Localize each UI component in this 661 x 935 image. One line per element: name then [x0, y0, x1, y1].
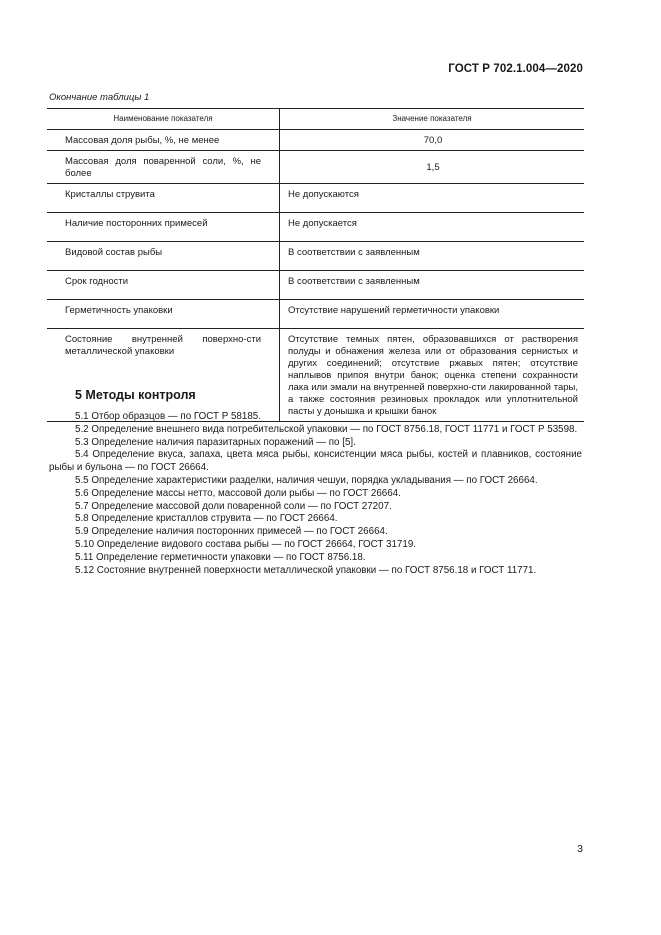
table-row: [47, 329, 584, 422]
indicator-name: Кристаллы струвита: [47, 184, 280, 213]
section-title: 5 Методы контроля: [75, 388, 196, 402]
table-header-row: [47, 109, 584, 130]
list-item: 5.1 Отбор образцов — по ГОСТ Р 58185.: [75, 411, 261, 422]
indicator-name: Массовая доля поваренной соли, %, не более: [47, 151, 280, 184]
column-header-value: Значение показателя: [280, 109, 585, 130]
list-item: 5.9 Определение наличия посторонних примесей — по ГОСТ 26664.: [75, 526, 388, 538]
indicator-value: В соответствии с заявленным: [280, 242, 585, 271]
indicator-value: Не допускаются: [280, 184, 585, 213]
indicators-table: [47, 108, 584, 422]
list-item: 5.7 Определение массовой доли поваренной соли — по ГОСТ 27207.: [75, 500, 392, 512]
indicator-name: Массовая доля рыбы, %, не менее: [47, 130, 280, 151]
list-item: 5.8 Определение кристаллов струвита — по ГОСТ 26664.: [75, 513, 338, 525]
table-row: [47, 213, 584, 242]
list-item: 5.12 Состояние внутренней поверхности металлической упаковки — по ГОСТ 8756.18 и ГОСТ 11771.: [75, 564, 537, 576]
indicator-value: Не допускается: [280, 213, 585, 242]
methods-list: [49, 411, 582, 577]
page-number: 3: [577, 843, 583, 855]
table-caption: Окончание таблицы 1: [49, 92, 150, 103]
indicator-name: Видовой состав рыбы: [47, 242, 280, 271]
indicator-name: Герметичность упаковки: [47, 300, 280, 329]
column-header-indicator: Наименование показателя: [47, 109, 280, 130]
list-item: 5.2 Определение внешнего вида потребительской упаковки — по ГОСТ 8756.18, ГОСТ 11771 и ГОСТ Р 53598.: [75, 423, 578, 435]
table-row: [47, 151, 584, 184]
table-row: [47, 300, 584, 329]
indicator-value: 70,0: [280, 130, 585, 151]
list-item: 5.6 Определение массы нетто, массовой доли рыбы — по ГОСТ 26664.: [75, 487, 401, 499]
indicator-name: Срок годности: [47, 271, 280, 300]
indicator-value: 1,5: [280, 151, 585, 184]
list-item: 5.3 Определение наличия паразитарных поражений — по [5].: [75, 436, 356, 448]
indicator-name: Наличие посторонних примесей: [47, 213, 280, 242]
indicator-value: В соответствии с заявленным: [280, 271, 585, 300]
indicator-name: Состояние внутренней поверхно-сти металлической упаковки: [47, 329, 280, 422]
table-row: [47, 242, 584, 271]
list-item: 5.10 Определение видового состава рыбы — по ГОСТ 26664, ГОСТ 31719.: [75, 538, 416, 550]
table-row: [47, 271, 584, 300]
indicator-value: Отсутствие темных пятен, образовавшихся от растворения полуды и обнажения железа или от образования сернистых и других соединений; отсутствие ржавых пятен; отсутствие наплывов припоя внутри банок; оценка степени сохранности лака или эмали на внутренней поверхно-сти лакированной тары, а также состояния резиновых прокладок или уплотнительной пасты у донышка и крышки банок: [280, 329, 585, 422]
indicator-value: Отсутствие нарушений герметичности упаковки: [280, 300, 585, 329]
list-item: 5.5 Определение характеристики разделки, наличия чешуи, порядка укладывания — по ГОСТ 26664.: [75, 474, 538, 486]
list-item: 5.11 Определение герметичности упаковки — по ГОСТ 8756.18.: [75, 551, 366, 563]
table-row: [47, 184, 584, 213]
list-item: 5.4 Определение вкуса, запаха, цвета мяса рыбы, консистенции мяса рыбы, костей и плавников, состояние рыбы и бульона — по ГОСТ 26664.: [49, 449, 582, 474]
table-row: [47, 130, 584, 151]
document-code: ГОСТ Р 702.1.004—2020: [448, 63, 583, 75]
